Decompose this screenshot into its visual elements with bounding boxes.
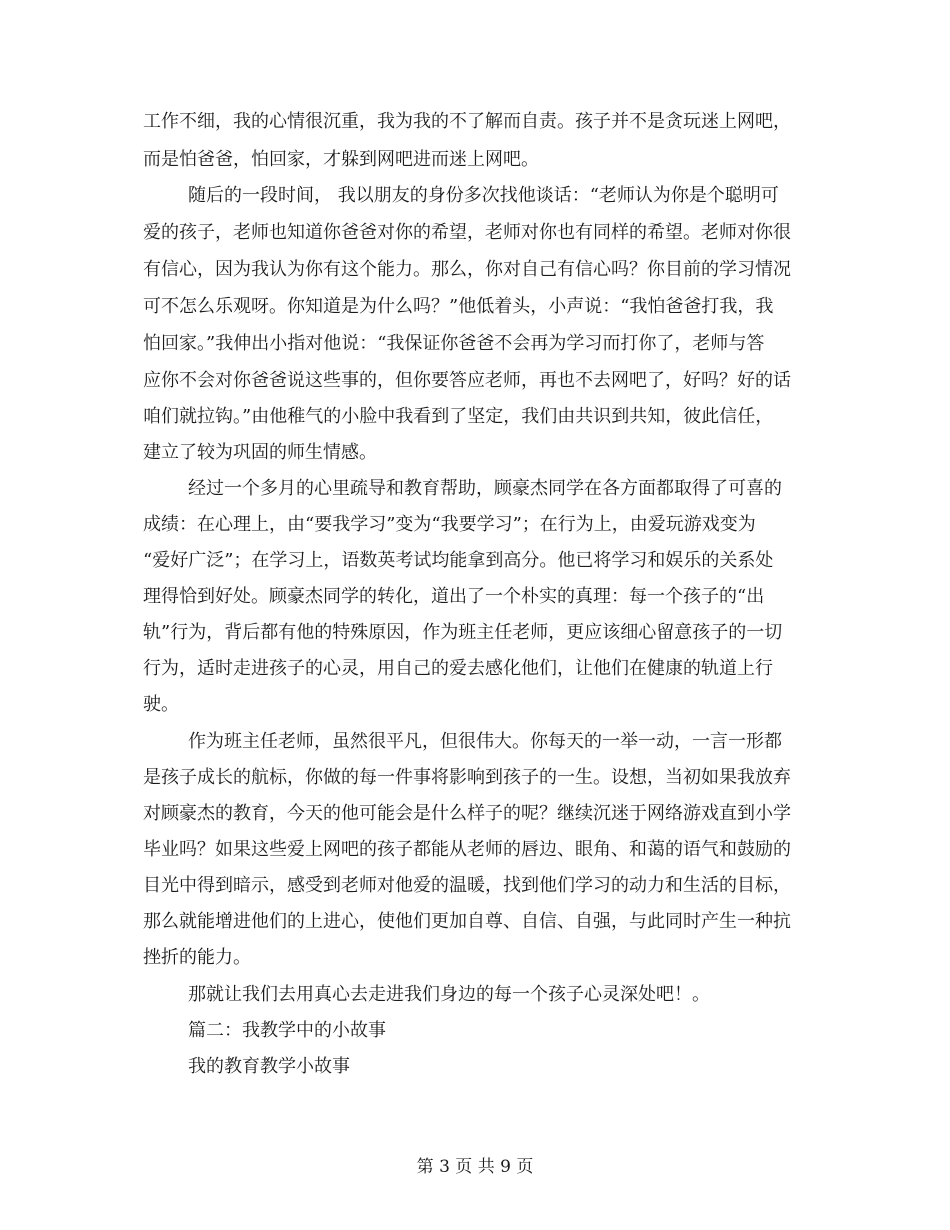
section-subheading: 我的教育教学小故事 bbox=[188, 1056, 350, 1077]
body-text-line: 目光中得到暗示，感受到老师对他爱的温暖，找到他们学习的动力和生活的目标， bbox=[143, 875, 791, 896]
body-text-line: 工作不细，我的心情很沉重，我为我的不了解而自责。孩子并不是贪玩迷上网吧， bbox=[143, 111, 791, 132]
paragraph-first-line: 随后的一段时间， 我以朋友的身份多次找他谈话：“老师认为你是个聪明可 bbox=[188, 185, 779, 206]
section-heading: 篇二：我教学中的小故事 bbox=[188, 1020, 386, 1041]
body-text-line: 是孩子成长的航标，你做的每一件事将影响到孩子的一生。设想，当初如果我放弃 bbox=[143, 767, 791, 788]
paragraph-first-line: 那就让我们去用真心去走进我们身边的每一个孩子心灵深处吧！。 bbox=[188, 984, 710, 1005]
body-text-line: 而是怕爸爸，怕回家，才躲到网吧进而迷上网吧。 bbox=[143, 149, 539, 170]
body-text-line: 毕业吗？如果这些爱上网吧的孩子都能从老师的唇边、眼角、和蔼的语气和鼓励的 bbox=[143, 839, 791, 860]
body-text-line: 咱们就拉钩。”由他稚气的小脸中我看到了坚定，我们由共识到共知，彼此信任， bbox=[143, 406, 774, 427]
body-text-line: “爱好广泛”；在学习上，语数英考试均能拿到高分。他已将学习和娱乐的关系处 bbox=[143, 550, 774, 571]
body-text-line: 成绩：在心理上，由“要我学习”变为“我要学习”；在行为上，由爱玩游戏变为 bbox=[143, 514, 756, 535]
body-text-line: 可不怎么乐观呀。你知道是为什么吗？”他低着头，小声说：“我怕爸爸打我，我 bbox=[143, 296, 774, 317]
body-text-line: 应你不会对你爸爸说这些事的，但你要答应老师，再也不去网吧了，好吗？好的话 bbox=[143, 370, 791, 391]
body-text-line: 轨”行为，背后都有他的特殊原因，作为班主任老师，更应该细心留意孩子的一切 bbox=[143, 622, 783, 643]
body-text-line: 理得恰到好处。顾豪杰同学的转化，道出了一个朴实的真理：每一个孩子的“出 bbox=[143, 586, 765, 607]
paragraph-first-line: 经过一个多月的心里疏导和教育帮助，顾豪杰同学在各方面都取得了可喜的 bbox=[188, 478, 782, 499]
body-text-line: 那么就能增进他们的上进心，使他们更加自尊、自信、自强，与此同时产生一种抗 bbox=[143, 911, 791, 932]
body-text-line: 建立了较为巩固的师生情感。 bbox=[143, 442, 377, 463]
paragraph-first-line: 作为班主任老师，虽然很平凡，但很伟大。你每天的一举一动，一言一形都 bbox=[188, 731, 782, 752]
body-text-line: 行为，适时走进孩子的心灵，用自己的爱去感化他们，让他们在健康的轨道上行 bbox=[143, 658, 773, 679]
body-text-line: 有信心，因为我认为你有这个能力。那么，你对自己有信心吗？你目前的学习情况 bbox=[143, 259, 791, 280]
body-text-line: 爱的孩子，老师也知道你爸爸对你的希望，老师对你也有同样的希望。老师对你很 bbox=[143, 222, 791, 243]
body-text-line: 怕回家。”我伸出小指对他说：“我保证你爸爸不会再为学习而打你了，老师与答 bbox=[143, 333, 765, 354]
body-text-line: 驶。 bbox=[143, 694, 179, 715]
body-text-line: 对顾豪杰的教育，今天的他可能会是什么样子的呢？继续沉迷于网络游戏直到小学 bbox=[143, 803, 791, 824]
page-indicator: 第 3 页 共 9 页 bbox=[416, 1157, 534, 1177]
body-text-line: 挫折的能力。 bbox=[143, 947, 251, 968]
